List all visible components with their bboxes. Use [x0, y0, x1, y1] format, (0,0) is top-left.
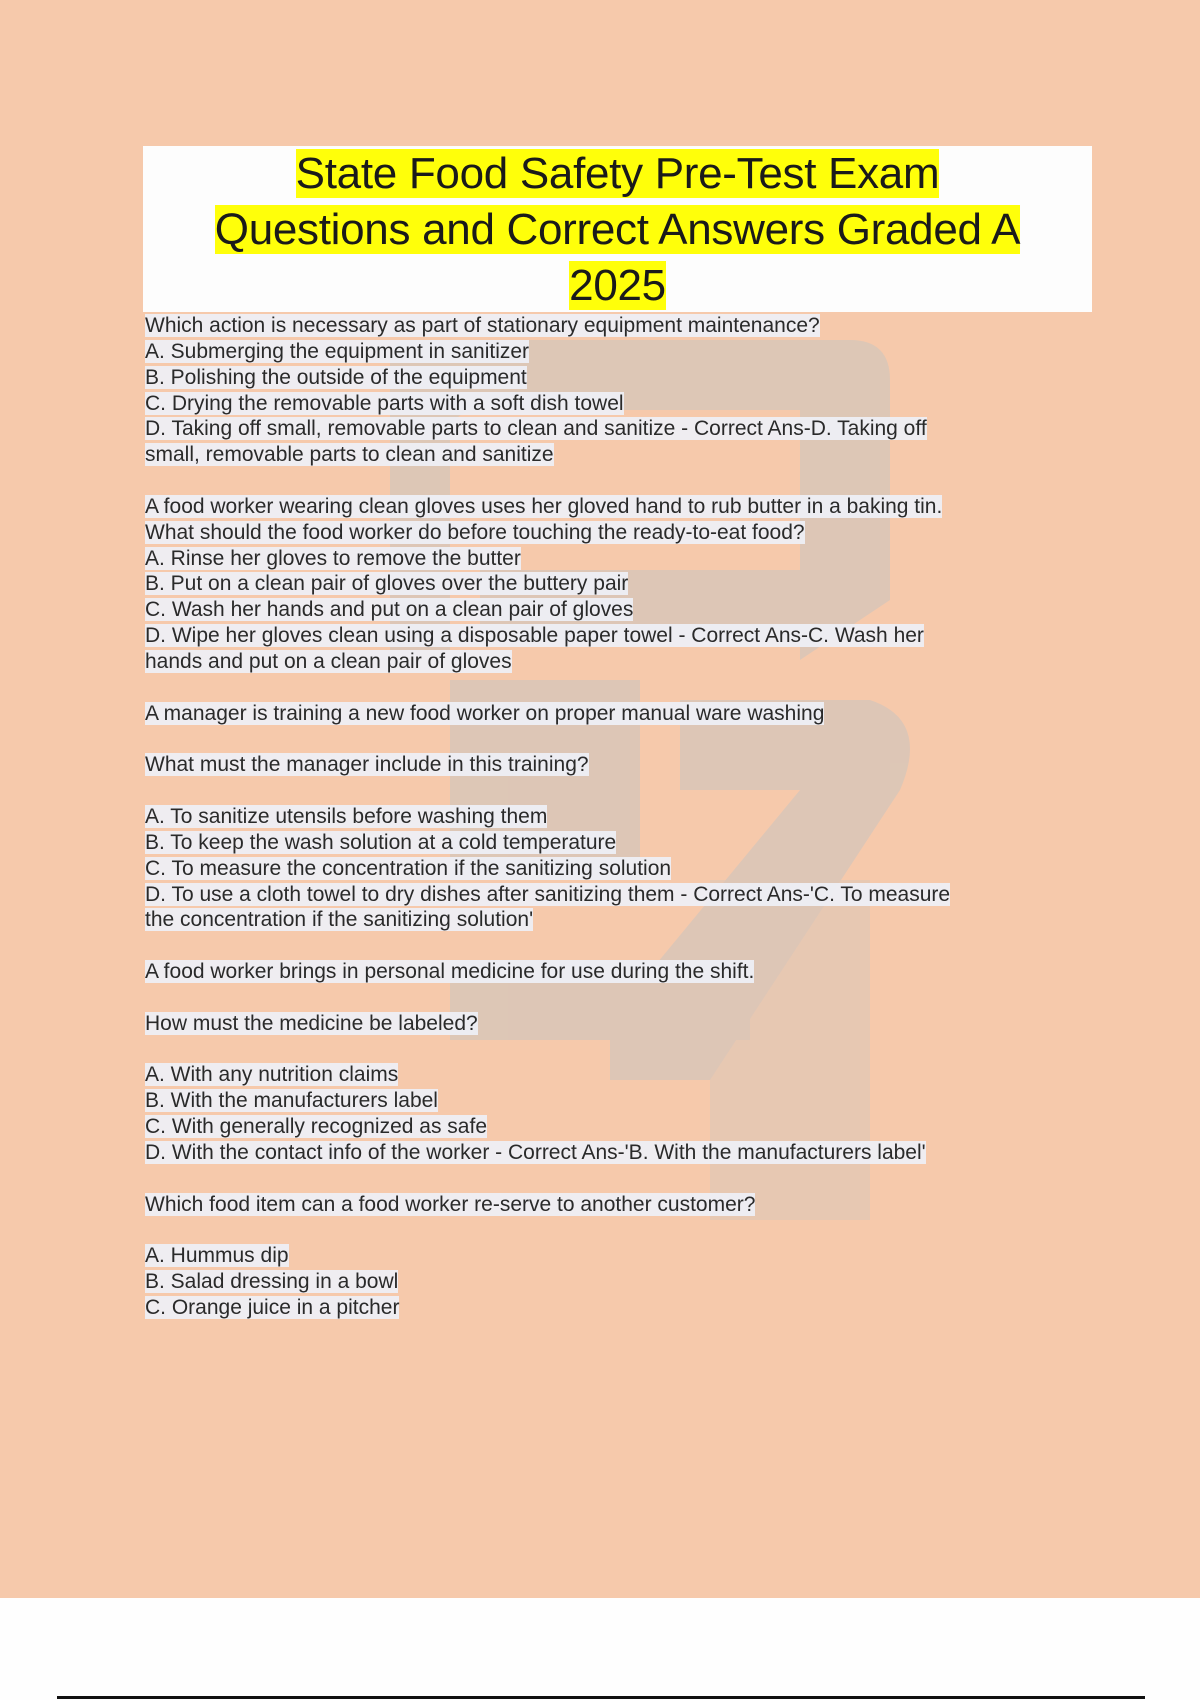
text-line	[145, 571, 1145, 597]
text-line	[145, 520, 1145, 546]
text-line	[145, 313, 1145, 339]
text-line-content: A food worker wearing clean gloves uses her gloved hand to rub butter in a baking tin.	[145, 494, 943, 518]
text-line	[145, 442, 1145, 468]
text-line-content: B. With the manufacturers label	[145, 1089, 438, 1113]
text-line	[145, 597, 1145, 623]
text-line-content: A manager is training a new food worker on proper manual ware washing	[145, 701, 825, 725]
question-list	[145, 313, 1145, 1321]
footer-divider	[57, 1696, 1145, 1699]
text-line-content: Which food item can a food worker re-serve to another customer?	[145, 1192, 756, 1216]
text-line-content: D. Wipe her gloves clean using a disposable paper towel - Correct Ans-C. Wash her	[145, 624, 924, 648]
text-line	[145, 494, 1145, 520]
text-line	[145, 959, 1145, 985]
text-line-content: A food worker brings in personal medicine for use during the shift.	[145, 960, 755, 984]
text-line-content: A. Rinse her gloves to remove the butter	[145, 546, 521, 570]
text-line-content: C. Drying the removable parts with a soft dish towel	[145, 391, 624, 415]
text-line	[145, 1295, 1145, 1321]
text-line	[145, 339, 1145, 365]
text-line	[145, 546, 1145, 572]
page-title-line-3: 2025	[569, 261, 666, 310]
text-line	[145, 649, 1145, 675]
text-line-content: C. Orange juice in a pitcher	[145, 1296, 400, 1320]
text-line-content: D. To use a cloth towel to dry dishes after sanitizing them - Correct Ans-'C. To measure	[145, 882, 951, 906]
text-line-content: A. Hummus dip	[145, 1244, 289, 1268]
text-line-content: B. To keep the wash solution at a cold temperature	[145, 830, 617, 854]
text-line-content: hands and put on a clean pair of gloves	[145, 649, 512, 673]
blank-line	[145, 468, 1145, 494]
text-line-content: What must the manager include in this training?	[145, 753, 589, 777]
text-line	[145, 1088, 1145, 1114]
text-line-content: What should the food worker do before touching the ready-to-eat food?	[145, 520, 805, 544]
text-line-content: C. Wash her hands and put on a clean pair of gloves	[145, 598, 634, 622]
text-line-content: A. To sanitize utensils before washing them	[145, 805, 548, 829]
blank-line	[145, 933, 1145, 959]
text-line	[145, 1011, 1145, 1037]
blank-line	[145, 727, 1145, 753]
text-line-content: small, removable parts to clean and sanitize	[145, 443, 554, 467]
blank-line	[145, 985, 1145, 1011]
text-line-content: Which action is necessary as part of stationary equipment maintenance?	[145, 314, 820, 337]
page-title-line-1: State Food Safety Pre-Test Exam	[295, 149, 940, 198]
text-line	[145, 752, 1145, 778]
text-line-content: A. With any nutrition claims	[145, 1063, 399, 1087]
text-line	[145, 856, 1145, 882]
text-line	[145, 830, 1145, 856]
text-line-content: C. To measure the concentration if the sanitizing solution	[145, 856, 672, 880]
text-line	[145, 1062, 1145, 1088]
text-line-content: A. Submerging the equipment in sanitizer	[145, 339, 530, 363]
text-line	[145, 391, 1145, 417]
blank-line	[145, 675, 1145, 701]
text-line	[145, 1243, 1145, 1269]
blank-line	[145, 778, 1145, 804]
text-line-content: D. Taking off small, removable parts to clean and sanitize - Correct Ans-D. Taking off	[145, 417, 927, 441]
text-line	[145, 1114, 1145, 1140]
text-line-content: B. Put on a clean pair of gloves over the buttery pair	[145, 572, 629, 596]
text-line	[145, 701, 1145, 727]
blank-line	[145, 1166, 1145, 1192]
text-line	[145, 365, 1145, 391]
blank-line	[145, 1037, 1145, 1063]
text-line	[145, 1192, 1145, 1218]
text-line	[145, 882, 1145, 908]
text-line-content: How must the medicine be labeled?	[145, 1011, 478, 1035]
text-line-content: B. Polishing the outside of the equipment	[145, 365, 527, 389]
text-line	[145, 623, 1145, 649]
text-line-content: B. Salad dressing in a bowl	[145, 1270, 399, 1294]
text-line-content: C. With generally recognized as safe	[145, 1115, 487, 1139]
title-box	[143, 146, 1092, 312]
text-line	[145, 804, 1145, 830]
text-line	[145, 416, 1145, 442]
text-line	[145, 1269, 1145, 1295]
blank-line	[145, 1218, 1145, 1244]
text-line	[145, 907, 1145, 933]
page-title-line-2: Questions and Correct Answers Graded A	[214, 205, 1021, 254]
text-line-content: D. With the contact info of the worker - Correct Ans-'B. With the manufacturers label'	[145, 1141, 926, 1164]
text-line-content: the concentration if the sanitizing solution'	[145, 908, 534, 932]
text-line	[145, 1140, 1145, 1166]
